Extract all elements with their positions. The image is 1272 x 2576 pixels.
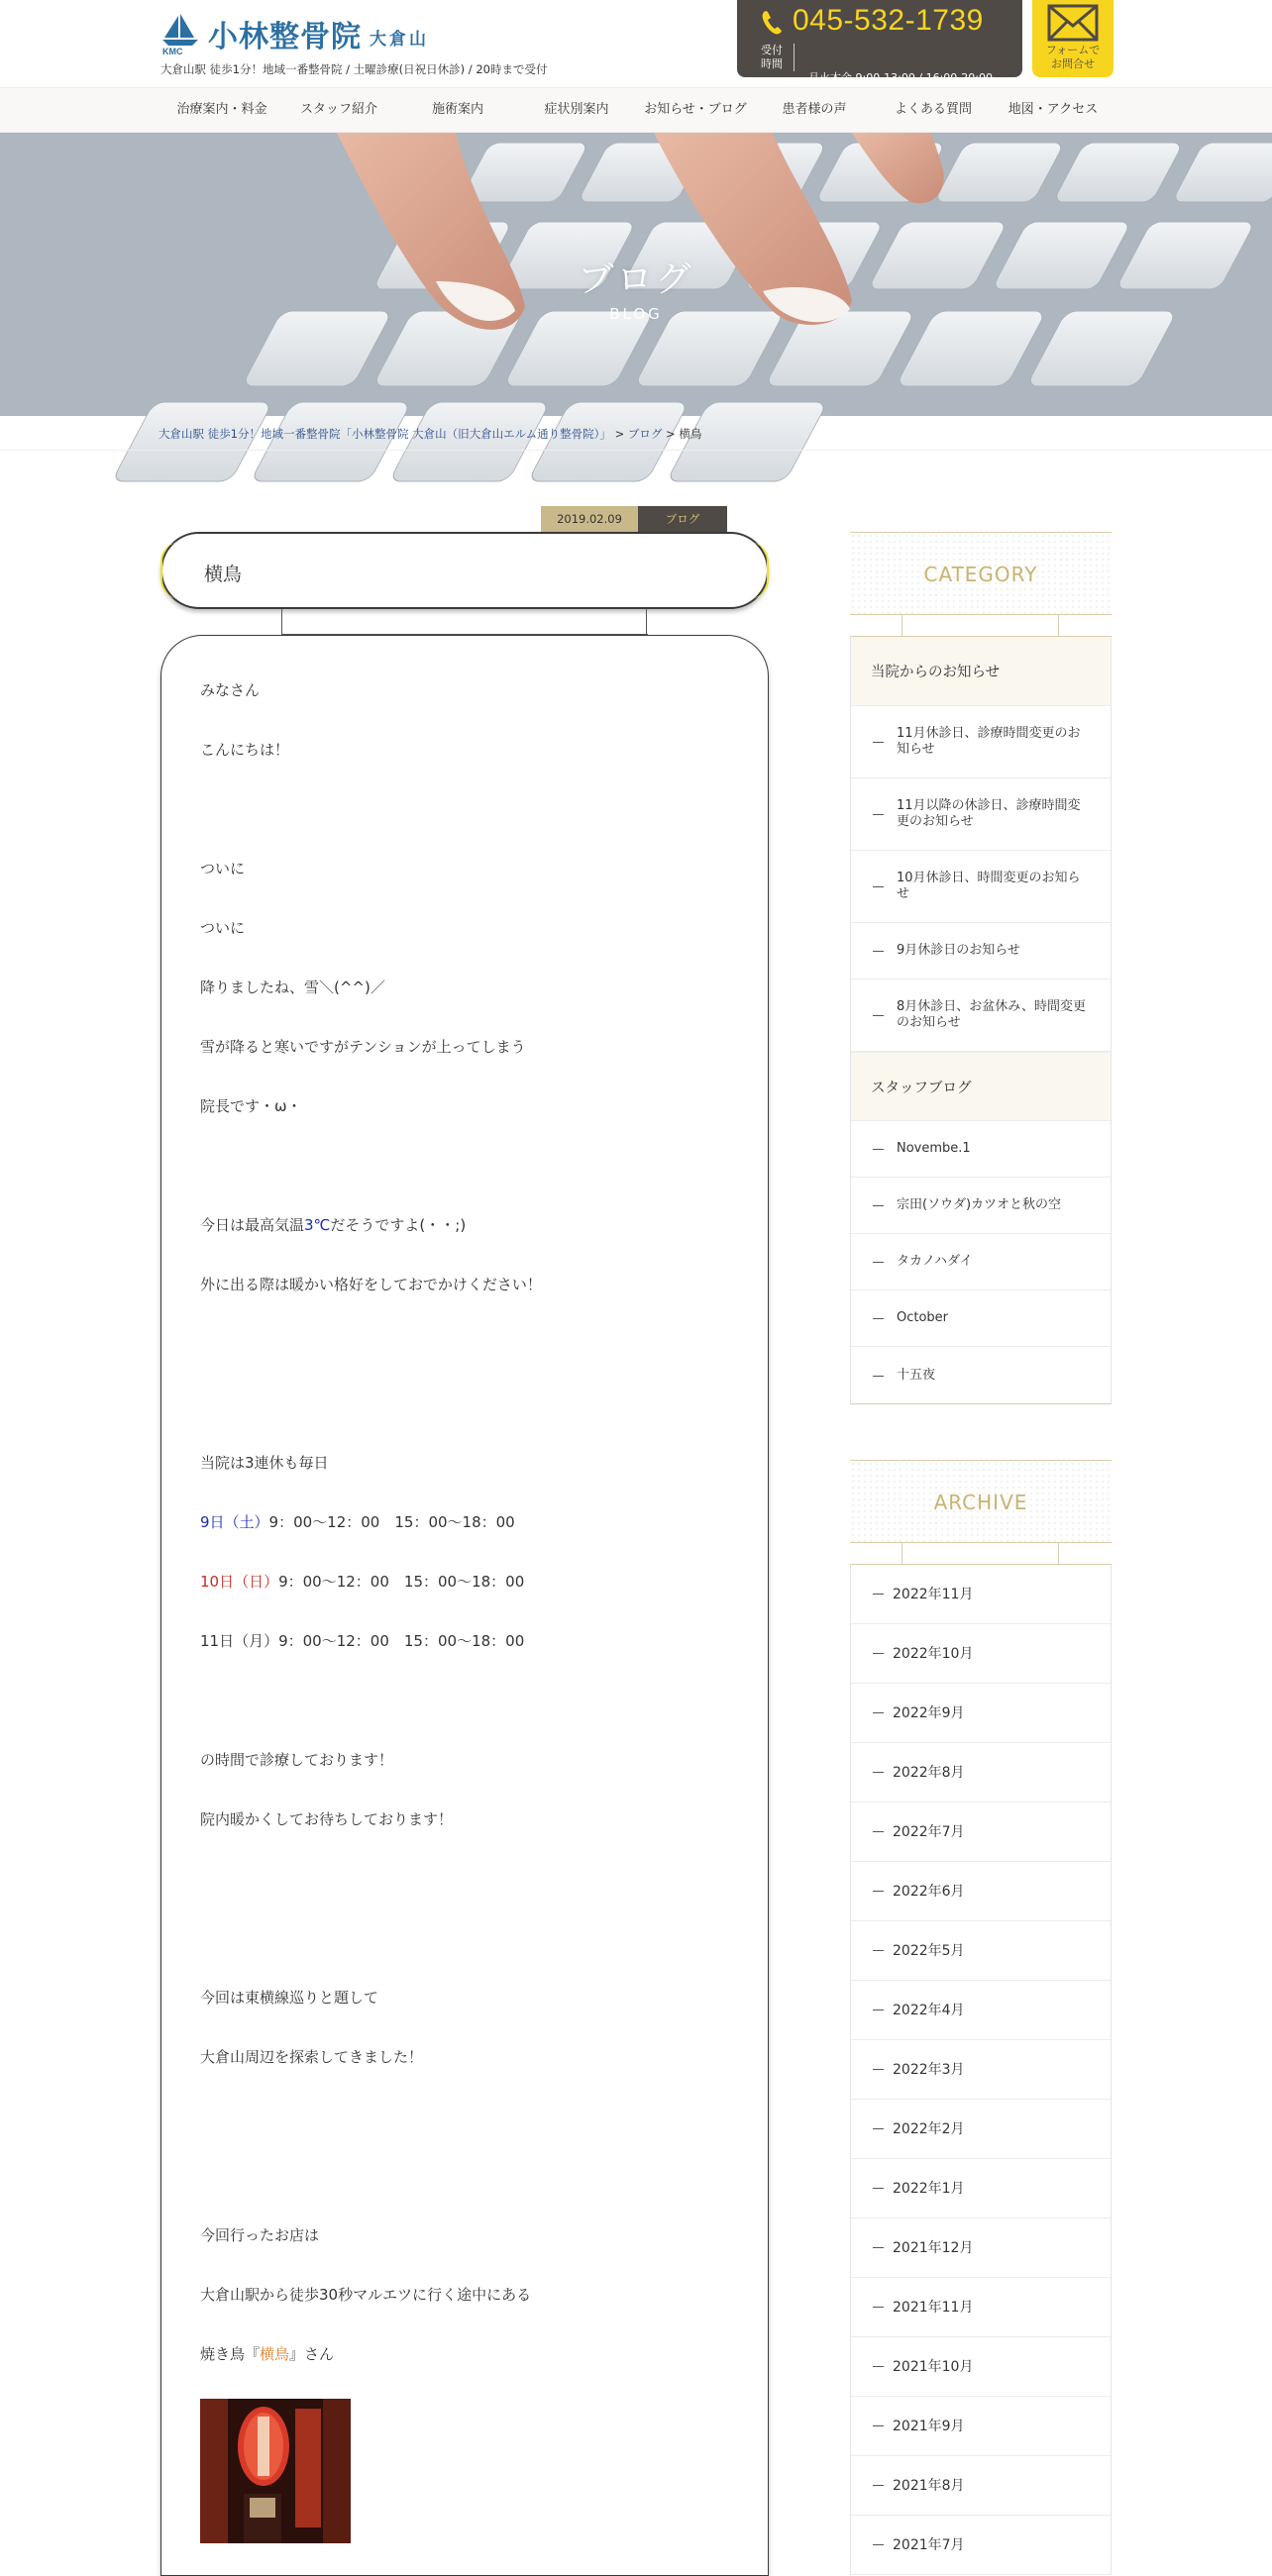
breadcrumb-separator: > bbox=[610, 427, 628, 441]
post-line: 今回行ったお店は bbox=[200, 2226, 320, 2244]
archive-month-link[interactable]: 2022年2月 bbox=[851, 2100, 1111, 2159]
tel-label-line-2: 時間 bbox=[761, 57, 783, 70]
archive-month-link[interactable]: 2022年5月 bbox=[851, 1921, 1111, 1981]
category-post-link[interactable]: タカノハダイ bbox=[851, 1234, 1111, 1290]
category-clinic-news[interactable]: 当院からのお知らせ bbox=[851, 637, 1111, 706]
post-text: 9：00～12：00 15：00～18：00 bbox=[268, 1513, 515, 1531]
archive-heading: ARCHIVE bbox=[933, 1491, 1028, 1514]
post-line: 院内暖かくしてお待ちしております！ bbox=[200, 1810, 454, 1828]
archive-month-link[interactable]: 2022年7月 bbox=[851, 1803, 1111, 1862]
tel-hours-line-1: 月火木金 9:00-13:00 / 16:00-20:00 bbox=[808, 71, 993, 84]
post-line: 大倉山周辺を探索してきました！ bbox=[200, 2048, 424, 2066]
post-line bbox=[200, 1511, 515, 1532]
post-line: 11日（月）9：00～12：00 15：00～18：00 bbox=[200, 1632, 525, 1650]
archive-month-link[interactable]: 2022年4月 bbox=[851, 1981, 1111, 2040]
breadcrumb bbox=[159, 426, 701, 442]
tel-label-line-1: 受付 bbox=[761, 44, 783, 56]
nav-item-services[interactable]: 施術案内 bbox=[431, 102, 483, 117]
archive-month-link[interactable]: 2021年11月 bbox=[851, 2278, 1111, 2337]
post-photo-shop-front[interactable] bbox=[200, 2399, 351, 2543]
nav-item-symptoms[interactable]: 症状別案内 bbox=[544, 102, 609, 117]
category-list bbox=[850, 637, 1112, 1404]
archive-month-link[interactable]: 2022年9月 bbox=[851, 1684, 1111, 1743]
category-post-link[interactable]: 9月休診日のお知らせ bbox=[851, 923, 1111, 979]
archive-month-link[interactable]: 2022年6月 bbox=[851, 1862, 1111, 1921]
tab-line bbox=[901, 615, 902, 637]
breadcrumb-divider bbox=[0, 450, 1272, 451]
breadcrumb-current: 横鳥 bbox=[679, 427, 702, 441]
category-heading-tab bbox=[850, 615, 1112, 637]
logo-location: 大倉山 bbox=[370, 30, 429, 50]
post-date-sunday: 10日（日） bbox=[200, 1573, 279, 1591]
breadcrumb-separator: > bbox=[662, 427, 680, 441]
title-hanger-left bbox=[281, 609, 282, 635]
nav-item-treatment[interactable]: 治療案内・料金 bbox=[176, 102, 267, 117]
post-line: ついに bbox=[200, 919, 246, 937]
post-line: こんにちは！ bbox=[200, 741, 290, 759]
archive-month-link[interactable]: 2022年11月 bbox=[851, 1565, 1111, 1624]
nav-item-news-blog[interactable]: お知らせ・ブログ bbox=[644, 102, 747, 117]
archive-month-link[interactable]: 2022年1月 bbox=[851, 2159, 1111, 2218]
contact-form-label-1: フォームで bbox=[1045, 44, 1101, 56]
post-line: 今回は東横線巡りと題して bbox=[200, 1989, 379, 2007]
global-nav bbox=[0, 87, 1272, 133]
archive-month-link[interactable]: 2022年8月 bbox=[851, 1743, 1111, 1803]
category-staff-blog[interactable]: スタッフブログ bbox=[851, 1052, 1111, 1121]
archive-heading-box bbox=[850, 1460, 1112, 1543]
ship-logo-icon bbox=[159, 12, 202, 55]
post-line bbox=[200, 1214, 466, 1235]
category-post-link[interactable]: 8月休診日、お盆休み、時間変更のお知らせ bbox=[851, 979, 1111, 1052]
nav-item-faq[interactable]: よくある質問 bbox=[894, 102, 972, 117]
nav-item-access[interactable]: 地図・アクセス bbox=[1007, 102, 1099, 117]
contact-form-label bbox=[1032, 44, 1113, 71]
logo-sub-text: KMC bbox=[162, 47, 183, 56]
contact-form-label-2: お問合せ bbox=[1051, 57, 1095, 70]
post-text: 焼き鳥『 bbox=[200, 2345, 261, 2363]
post-line: 外に出る際は暖かい格好をしておでかけください！ bbox=[200, 1276, 542, 1293]
category-post-link[interactable]: October bbox=[851, 1290, 1111, 1347]
post-date: 2019.02.09 bbox=[541, 506, 638, 532]
post-text: 今日は最高気温 bbox=[200, 1216, 305, 1234]
post-line: みなさん bbox=[200, 681, 261, 699]
tel-box[interactable] bbox=[737, 0, 1022, 84]
archive-month-link[interactable]: 2022年3月 bbox=[851, 2040, 1111, 2100]
category-heading-box bbox=[850, 532, 1112, 615]
site-tagline: 大倉山駅 徒歩1分！地域一番整骨院 / 土曜診療(日祝日休診) / 20時まで受付 bbox=[160, 62, 548, 76]
post-line: 降りましたね、雪＼(^^)／ bbox=[200, 979, 385, 996]
archive-month-link[interactable]: 2022年10月 bbox=[851, 1624, 1111, 1684]
hero-title: ブログ bbox=[578, 259, 694, 300]
hero-banner bbox=[0, 133, 1272, 416]
post-text: だそうですよ(・・;) bbox=[330, 1216, 467, 1234]
post-highlight-temp: 3℃ bbox=[304, 1216, 331, 1234]
post-text: 』さん bbox=[289, 2345, 335, 2363]
tab-line bbox=[1058, 1543, 1059, 1565]
post-text: 9：00～12：00 15：00～18：00 bbox=[278, 1573, 525, 1591]
tab-line bbox=[1058, 615, 1059, 637]
archive-month-link[interactable]: 2021年8月 bbox=[851, 2456, 1111, 2516]
post-line: 院長です・ω・ bbox=[200, 1097, 302, 1115]
category-heading: CATEGORY bbox=[923, 563, 1038, 586]
tel-hours-label bbox=[761, 44, 783, 71]
mail-icon bbox=[1047, 4, 1099, 42]
category-post-link[interactable]: Novembe.1 bbox=[851, 1121, 1111, 1178]
post-line: 当院は3連休も毎日 bbox=[200, 1454, 329, 1472]
breadcrumb-blog[interactable]: ブログ bbox=[627, 427, 663, 441]
tel-divider bbox=[794, 44, 795, 71]
post-line: ついに bbox=[200, 860, 246, 877]
archive-heading-tab bbox=[850, 1543, 1112, 1565]
archive-list bbox=[850, 1565, 1112, 2575]
category-post-link[interactable]: 10月休診日、時間変更のお知らせ bbox=[851, 851, 1111, 923]
nav-item-voices[interactable]: 患者様の声 bbox=[782, 102, 847, 117]
archive-month-link[interactable]: 2021年7月 bbox=[851, 2516, 1111, 2575]
post-line bbox=[200, 1571, 524, 1592]
tab-line bbox=[901, 1543, 902, 1565]
post-line: 大倉山駅から徒歩30秒マルエツに行く途中にある bbox=[200, 2286, 532, 2304]
category-post-link[interactable]: 十五夜 bbox=[851, 1347, 1111, 1403]
post-line: 雪が降ると寒いですがテンションが上ってしまう bbox=[200, 1038, 526, 1056]
category-post-link[interactable]: 宗田(ソウダ)カツオと秋の空 bbox=[851, 1178, 1111, 1234]
logo-name: 小林整骨院 bbox=[208, 20, 362, 54]
post-shop-name: 横鳥 bbox=[260, 2345, 290, 2363]
post-date-saturday: 9日（土） bbox=[200, 1513, 269, 1531]
breadcrumb-home[interactable]: 大倉山駅 徒歩1分！地域一番整骨院「小林整骨院 大倉山（旧大倉山エルム通り整骨院）」 bbox=[159, 427, 611, 441]
post-line bbox=[200, 2343, 334, 2364]
title-hanger-right bbox=[646, 609, 647, 635]
title-accent-right bbox=[749, 542, 769, 599]
nav-item-staff[interactable]: スタッフ紹介 bbox=[299, 102, 377, 117]
archive-month-link[interactable]: 2021年10月 bbox=[851, 2337, 1111, 2397]
archive-month-link[interactable]: 2021年9月 bbox=[851, 2397, 1111, 2456]
site-header bbox=[0, 0, 1272, 87]
category-post-link[interactable]: 11月休診日、診療時間変更のお知らせ bbox=[851, 706, 1111, 778]
category-post-link[interactable]: 11月以降の休診日、診療時間変更のお知らせ bbox=[851, 778, 1111, 851]
title-accent-left bbox=[160, 542, 180, 599]
post-title-box bbox=[160, 532, 769, 609]
post-category[interactable]: ブログ bbox=[638, 506, 727, 532]
post-title: 横鳥 bbox=[204, 564, 243, 585]
tel-number[interactable]: 045-532-1739 bbox=[793, 4, 984, 37]
archive-month-link[interactable]: 2021年12月 bbox=[851, 2218, 1111, 2278]
site-logo[interactable] bbox=[159, 12, 429, 55]
contact-form-button[interactable] bbox=[1032, 0, 1113, 77]
post-line: の時間で診療しております！ bbox=[200, 1751, 394, 1769]
phone-icon bbox=[761, 10, 783, 36]
hero-subtitle: BLOG bbox=[609, 305, 663, 323]
